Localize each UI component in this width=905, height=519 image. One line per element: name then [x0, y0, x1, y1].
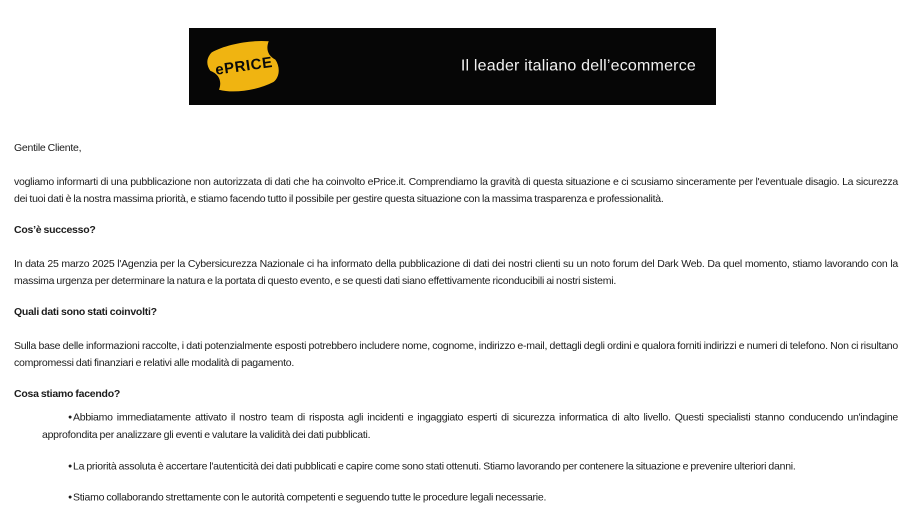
list-item-text: La priorità assoluta è accertare l'autenticità dei dati pubblicati e capire come sono stati ottenuti. Stiamo lavorando per contenere la situazione e prevenire ulteriori danni.	[73, 460, 796, 472]
list-item	[42, 489, 898, 507]
bullet-icon: ●	[68, 494, 73, 501]
section-paragraph-cose-successo: In data 25 marzo 2025 l'Agenzia per la Cybersicurezza Nazionale ci ha informato della pubblicazione di dati dei nostri clienti su un noto forum del Dark Web. Da quel momento, stiamo lavorando con la massima urgenza per determinare la natura e la portata di questo evento, e se questi dati siano effettivamente riconducibili ai nostri sistemi.	[14, 258, 898, 287]
bullet-icon: ●	[68, 414, 73, 421]
list-item-text: Abbiamo immediatamente attivato il nostro team di risposta agli incidenti e ingaggiato esperti di sicurezza informatica di alto livello. Questi specialisti stanno conducendo un'indagine approfondita per analizzare gli eventi e valutare la validità dei dati pubblicati.	[42, 411, 898, 441]
brand-tagline: Il leader italiano dell’ecommerce	[460, 57, 696, 75]
list-item	[42, 458, 898, 476]
brand-banner	[189, 28, 716, 105]
section-heading-quali-dati: Quali dati sono stati coinvolti?	[14, 306, 157, 318]
bullet-icon: ●	[68, 462, 73, 470]
section-heading-cosa-stiamo-facendo: Cosa stiamo facendo?	[14, 388, 121, 400]
section-paragraph-quali-dati: Sulla base delle informazioni raccolte, i dati potenzialmente esposti potrebbero includere nome, cognome, indirizzo e-mail, dettagli degli ordini e qualora forniti indirizzi e numeri di telefono. Non ci risultano compromessi dati finanziari e relativi alle modalità di pagamento.	[14, 340, 898, 369]
list-item	[42, 409, 898, 444]
greeting: Gentile Cliente,	[14, 142, 82, 154]
eprice-logo	[202, 35, 287, 98]
intro-paragraph: vogliamo informarti di una pubblicazione non autorizzata di dati che ha coinvolto ePrice.it. Comprendiamo la gravità di questa situazione e ci scusiamo sinceramente per l'eventuale disagio. La sicurezza dei tuoi dati è la nostra massima priorità, e stiamo facendo tutto il possibile per gestire questa situazione con la massima trasparenza e professionalità.	[14, 176, 898, 205]
eprice-logo-text: ePRICE	[214, 53, 274, 79]
section-heading-cose-successo: Cos’è successo?	[14, 224, 96, 236]
page	[0, 28, 905, 519]
letter-body	[0, 140, 905, 507]
bullet-list	[14, 409, 898, 507]
list-item-text: Stiamo collaborando strettamente con le autorità competenti e seguendo tutte le procedure legali necessarie.	[73, 491, 547, 504]
